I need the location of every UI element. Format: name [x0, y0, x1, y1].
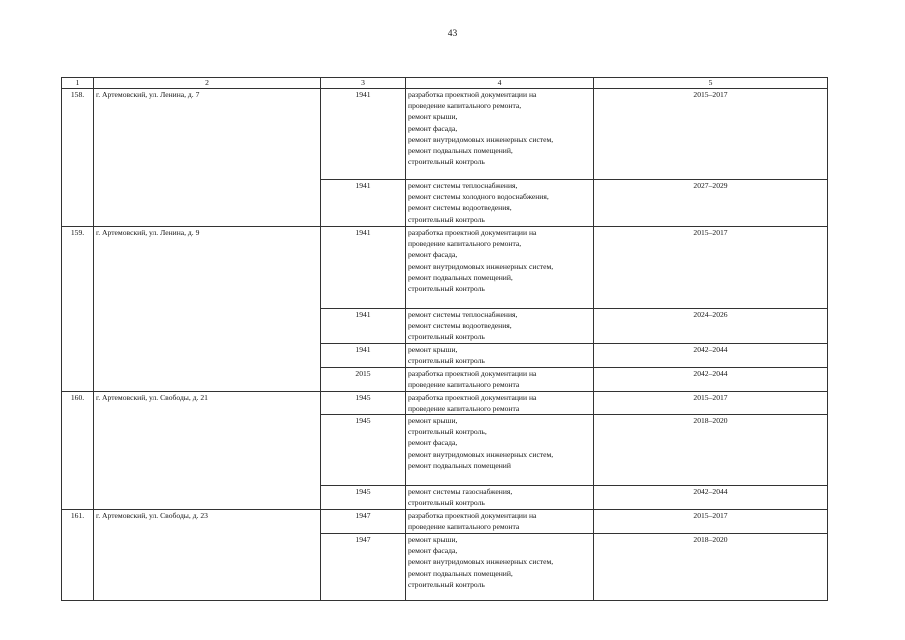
repair-works: разработка проектной документации на проведение капитального ремонта [406, 391, 594, 414]
construction-year: 1941 [321, 309, 406, 344]
repair-works: разработка проектной документации на проведение капитального ремонта [406, 510, 594, 534]
repair-works: ремонт крыши, строительный контроль [406, 343, 594, 367]
building-address: г. Артемовский, ул. Свободы, д. 21 [94, 391, 321, 509]
repair-period: 2042–2044 [594, 367, 828, 391]
repair-period: 2018–2020 [594, 534, 828, 601]
entry-number: 160. [62, 391, 94, 509]
table-row [62, 89, 828, 180]
building-address: г. Артемовский, ул. Ленина, д. 9 [94, 227, 321, 392]
repair-works: разработка проектной документации на проведение капитального ремонта, ремонт крыши, ремонт фасада, ремонт внутридомовых инженерных систем, ремонт подвальных помещений, строительный контроль [406, 89, 594, 180]
repair-period: 2024–2026 [594, 309, 828, 344]
column-header-4: 4 [406, 78, 594, 89]
repair-works: ремонт крыши, строительный контроль, ремонт фасада, ремонт внутридомовых инженерных систем, ремонт подвальных помещений [406, 415, 594, 486]
table-body [62, 89, 828, 601]
repair-works: ремонт системы теплоснабжения, ремонт системы холодного водоснабжения, ремонт системы водоотведения, строительный контроль [406, 180, 594, 227]
page-number: 43 [447, 29, 458, 39]
table-row [62, 391, 828, 414]
repair-period: 2015–2017 [594, 89, 828, 180]
construction-year: 1941 [321, 343, 406, 367]
construction-year: 1941 [321, 89, 406, 180]
repair-works: разработка проектной документации на проведение капитального ремонта, ремонт фасада, ремонт внутридомовых инженерных систем, ремонт подвальных помещений, строительный контроль [406, 227, 594, 309]
repair-works: ремонт крыши, ремонт фасада, ремонт внутридомовых инженерных систем, ремонт подвальных помещений, строительный контроль [406, 534, 594, 601]
construction-year: 1947 [321, 510, 406, 534]
repair-works: ремонт системы газоснабжения, строительный контроль [406, 486, 594, 510]
repair-period: 2042–2044 [594, 486, 828, 510]
column-header-2: 2 [94, 78, 321, 89]
repair-period: 2015–2017 [594, 227, 828, 309]
building-address: г. Артемовский, ул. Ленина, д. 7 [94, 89, 321, 227]
table-row [62, 510, 828, 534]
repair-schedule-table [61, 77, 828, 601]
construction-year: 1945 [321, 391, 406, 414]
construction-year: 1941 [321, 180, 406, 227]
column-number-row [62, 78, 828, 89]
repair-period: 2015–2017 [594, 391, 828, 414]
repair-works: разработка проектной документации на проведение капитального ремонта [406, 367, 594, 391]
entry-number: 161. [62, 510, 94, 601]
construction-year: 1945 [321, 486, 406, 510]
construction-year: 1941 [321, 227, 406, 309]
column-header-1: 1 [62, 78, 94, 89]
repair-period: 2018–2020 [594, 415, 828, 486]
construction-year: 1947 [321, 534, 406, 601]
building-address: г. Артемовский, ул. Свободы, д. 23 [94, 510, 321, 601]
table-row [62, 227, 828, 309]
repair-works: ремонт системы теплоснабжения, ремонт системы водоотведения, строительный контроль [406, 309, 594, 344]
construction-year: 2015 [321, 367, 406, 391]
column-header-5: 5 [594, 78, 828, 89]
repair-period: 2042–2044 [594, 343, 828, 367]
repair-period: 2015–2017 [594, 510, 828, 534]
construction-year: 1945 [321, 415, 406, 486]
entry-number: 158. [62, 89, 94, 227]
repair-period: 2027–2029 [594, 180, 828, 227]
entry-number: 159. [62, 227, 94, 392]
column-header-3: 3 [321, 78, 406, 89]
